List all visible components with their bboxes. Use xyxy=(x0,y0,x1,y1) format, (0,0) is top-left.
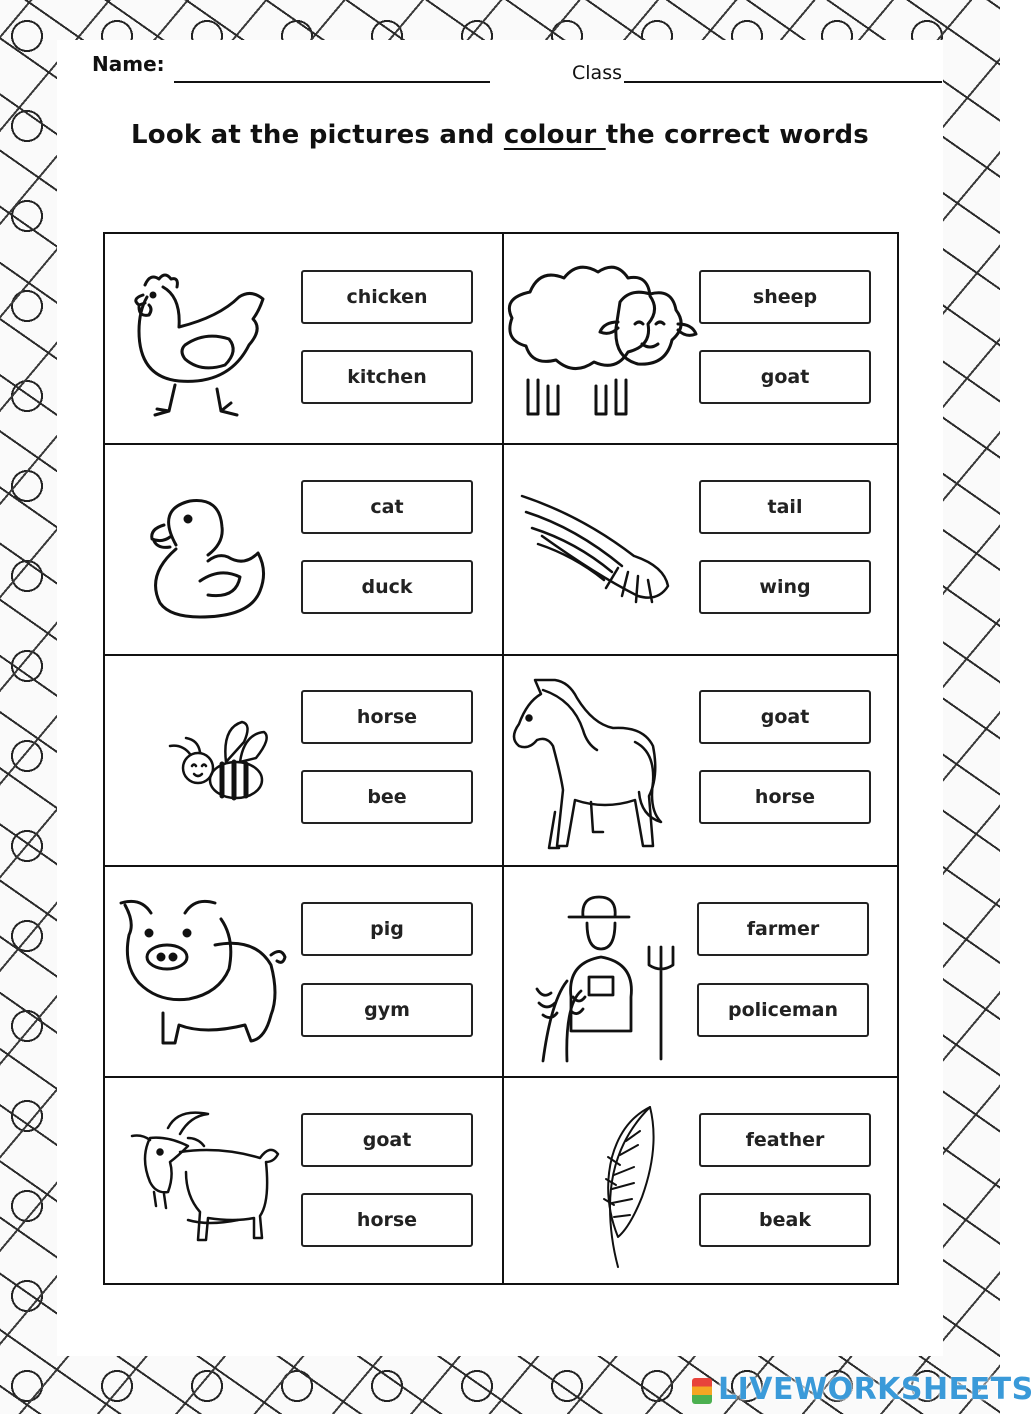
word-option[interactable]: cat xyxy=(301,480,473,534)
grid-divider xyxy=(105,443,897,445)
word-option[interactable]: sheep xyxy=(699,270,871,324)
duck-icon xyxy=(140,495,275,620)
word-option[interactable]: goat xyxy=(699,350,871,404)
goat-icon xyxy=(128,1110,283,1245)
liveworksheets-logo-icon xyxy=(692,1378,712,1404)
bee-icon xyxy=(160,718,275,810)
horse-icon xyxy=(505,672,680,862)
watermark-text: LIVEWORKSHEETS xyxy=(718,1372,1034,1407)
grid-divider xyxy=(105,654,897,656)
word-option[interactable]: chicken xyxy=(301,270,473,324)
class-label: Class xyxy=(572,62,622,84)
word-option[interactable]: horse xyxy=(301,690,473,744)
word-option[interactable]: goat xyxy=(301,1113,473,1167)
word-option[interactable]: wing xyxy=(699,560,871,614)
sheep-icon xyxy=(500,262,705,427)
class-field[interactable] xyxy=(624,81,942,83)
header xyxy=(92,50,952,90)
chicken-icon xyxy=(125,265,275,425)
word-option[interactable]: kitchen xyxy=(301,350,473,404)
feather-icon xyxy=(590,1105,662,1270)
word-option[interactable]: policeman xyxy=(697,983,869,1037)
name-field[interactable] xyxy=(174,81,490,83)
name-label: Name: xyxy=(92,52,165,76)
wing-icon xyxy=(518,492,676,610)
title-part-1: Look at the pictures and xyxy=(131,120,504,150)
word-option[interactable]: goat xyxy=(699,690,871,744)
word-option[interactable]: gym xyxy=(301,983,473,1037)
word-option[interactable]: pig xyxy=(301,902,473,956)
word-option[interactable]: farmer xyxy=(697,902,869,956)
title-part-2: the correct words xyxy=(605,120,869,150)
title-underlined-word: colour xyxy=(503,120,606,150)
word-option[interactable]: beak xyxy=(699,1193,871,1247)
word-option[interactable]: horse xyxy=(699,770,871,824)
word-option[interactable]: horse xyxy=(301,1193,473,1247)
word-option[interactable]: feather xyxy=(699,1113,871,1167)
word-option[interactable]: tail xyxy=(699,480,871,534)
farmer-icon xyxy=(527,893,692,1061)
grid-divider xyxy=(105,1076,897,1078)
word-option[interactable]: bee xyxy=(301,770,473,824)
grid-divider xyxy=(105,865,897,867)
word-option[interactable]: duck xyxy=(301,560,473,614)
pig-icon xyxy=(115,895,295,1055)
instruction-title xyxy=(0,120,1000,150)
